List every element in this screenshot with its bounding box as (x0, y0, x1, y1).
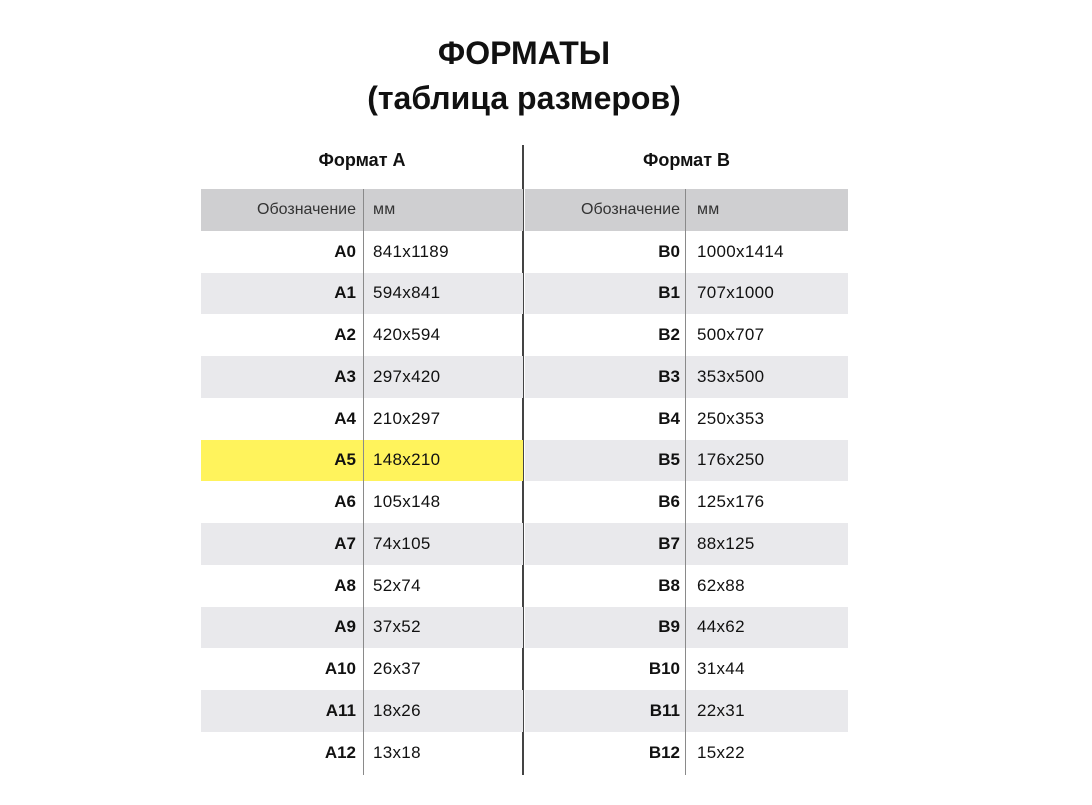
table-row (525, 273, 848, 315)
format-size: 88x125 (697, 533, 755, 553)
format-code: В10 (648, 659, 680, 679)
table-row (525, 523, 848, 565)
format-size: 22x31 (697, 700, 745, 720)
format-size: 594x841 (373, 283, 441, 303)
format-size: 297x420 (373, 366, 441, 386)
column-divider (685, 189, 686, 775)
table-row (525, 648, 848, 690)
format-size: 148x210 (373, 450, 441, 470)
format-size: 105x148 (373, 492, 441, 512)
format-code: В0 (658, 241, 680, 261)
format-size: 353x500 (697, 366, 765, 386)
format-size: 37x52 (373, 617, 421, 637)
table-row (201, 314, 523, 356)
column-header-code: Обозначение (581, 200, 680, 218)
format-code: В7 (658, 533, 680, 553)
format-size: 44x62 (697, 617, 745, 637)
format-size: 420x594 (373, 325, 441, 345)
format-size: 62x88 (697, 575, 745, 595)
table-row (525, 231, 848, 273)
format-a-table (201, 189, 523, 775)
format-code: А8 (334, 575, 356, 595)
table-row (525, 732, 848, 774)
format-size: 500x707 (697, 325, 765, 345)
format-b-table (525, 189, 848, 775)
format-size: 31x44 (697, 659, 745, 679)
table-row (525, 690, 848, 732)
table-row (525, 607, 848, 649)
format-code: В12 (648, 742, 680, 762)
format-code: А12 (324, 742, 356, 762)
table-row (201, 565, 523, 607)
format-b-title: Формат В (642, 150, 731, 170)
column-header-size: мм (373, 200, 396, 218)
format-code: В1 (658, 283, 680, 303)
table-row (201, 356, 523, 398)
format-code: В4 (658, 408, 680, 428)
format-code: В3 (658, 366, 680, 386)
format-size: 125x176 (697, 492, 765, 512)
table-row (201, 481, 523, 523)
format-size: 1000x1414 (697, 241, 784, 261)
format-code: А1 (334, 283, 356, 303)
format-code: А11 (325, 700, 356, 720)
format-size: 15x22 (697, 742, 745, 762)
format-code: В8 (658, 575, 680, 595)
format-size: 26x37 (373, 659, 421, 679)
format-code: В9 (658, 617, 680, 637)
format-code: А0 (334, 241, 356, 261)
table-header-row (525, 189, 848, 231)
page-title: ФОРМАТЫ (437, 35, 611, 71)
table-row (525, 440, 848, 482)
format-code: А10 (324, 659, 356, 679)
table-row (201, 690, 523, 732)
format-code: А3 (334, 366, 356, 386)
format-size: 18x26 (373, 700, 421, 720)
format-code: А6 (334, 492, 356, 512)
format-size: 74x105 (373, 533, 431, 553)
format-code: А2 (334, 325, 356, 345)
table-row (525, 314, 848, 356)
format-code: В5 (658, 450, 680, 470)
table-row (201, 732, 523, 774)
format-a-title: Формат А (318, 150, 406, 170)
table-row (525, 481, 848, 523)
column-header-code: Обозначение (257, 200, 356, 218)
format-code: А7 (334, 533, 356, 553)
format-size: 707x1000 (697, 283, 775, 303)
format-size: 841x1189 (373, 241, 449, 261)
format-code: В2 (658, 325, 680, 345)
table-row (201, 648, 523, 690)
table-row (201, 273, 523, 315)
format-code: А9 (334, 617, 356, 637)
table-row (525, 398, 848, 440)
page-subtitle: (таблица размеров) (367, 80, 681, 116)
format-code: А4 (334, 408, 356, 428)
column-divider (363, 189, 364, 775)
format-size: 52x74 (373, 575, 421, 595)
format-code: В6 (658, 492, 680, 512)
format-code: В11 (649, 700, 680, 720)
table-row (525, 565, 848, 607)
table-header-row (201, 189, 523, 231)
column-header-size: мм (697, 200, 720, 218)
table-row (201, 523, 523, 565)
format-size: 210x297 (373, 408, 441, 428)
format-code: А5 (334, 450, 356, 470)
table-row (201, 231, 523, 273)
table-row (525, 356, 848, 398)
format-size: 176x250 (697, 450, 765, 470)
format-size: 250x353 (697, 408, 765, 428)
table-row (201, 398, 523, 440)
table-row (201, 440, 523, 482)
format-size: 13x18 (373, 742, 421, 762)
table-row (201, 607, 523, 649)
